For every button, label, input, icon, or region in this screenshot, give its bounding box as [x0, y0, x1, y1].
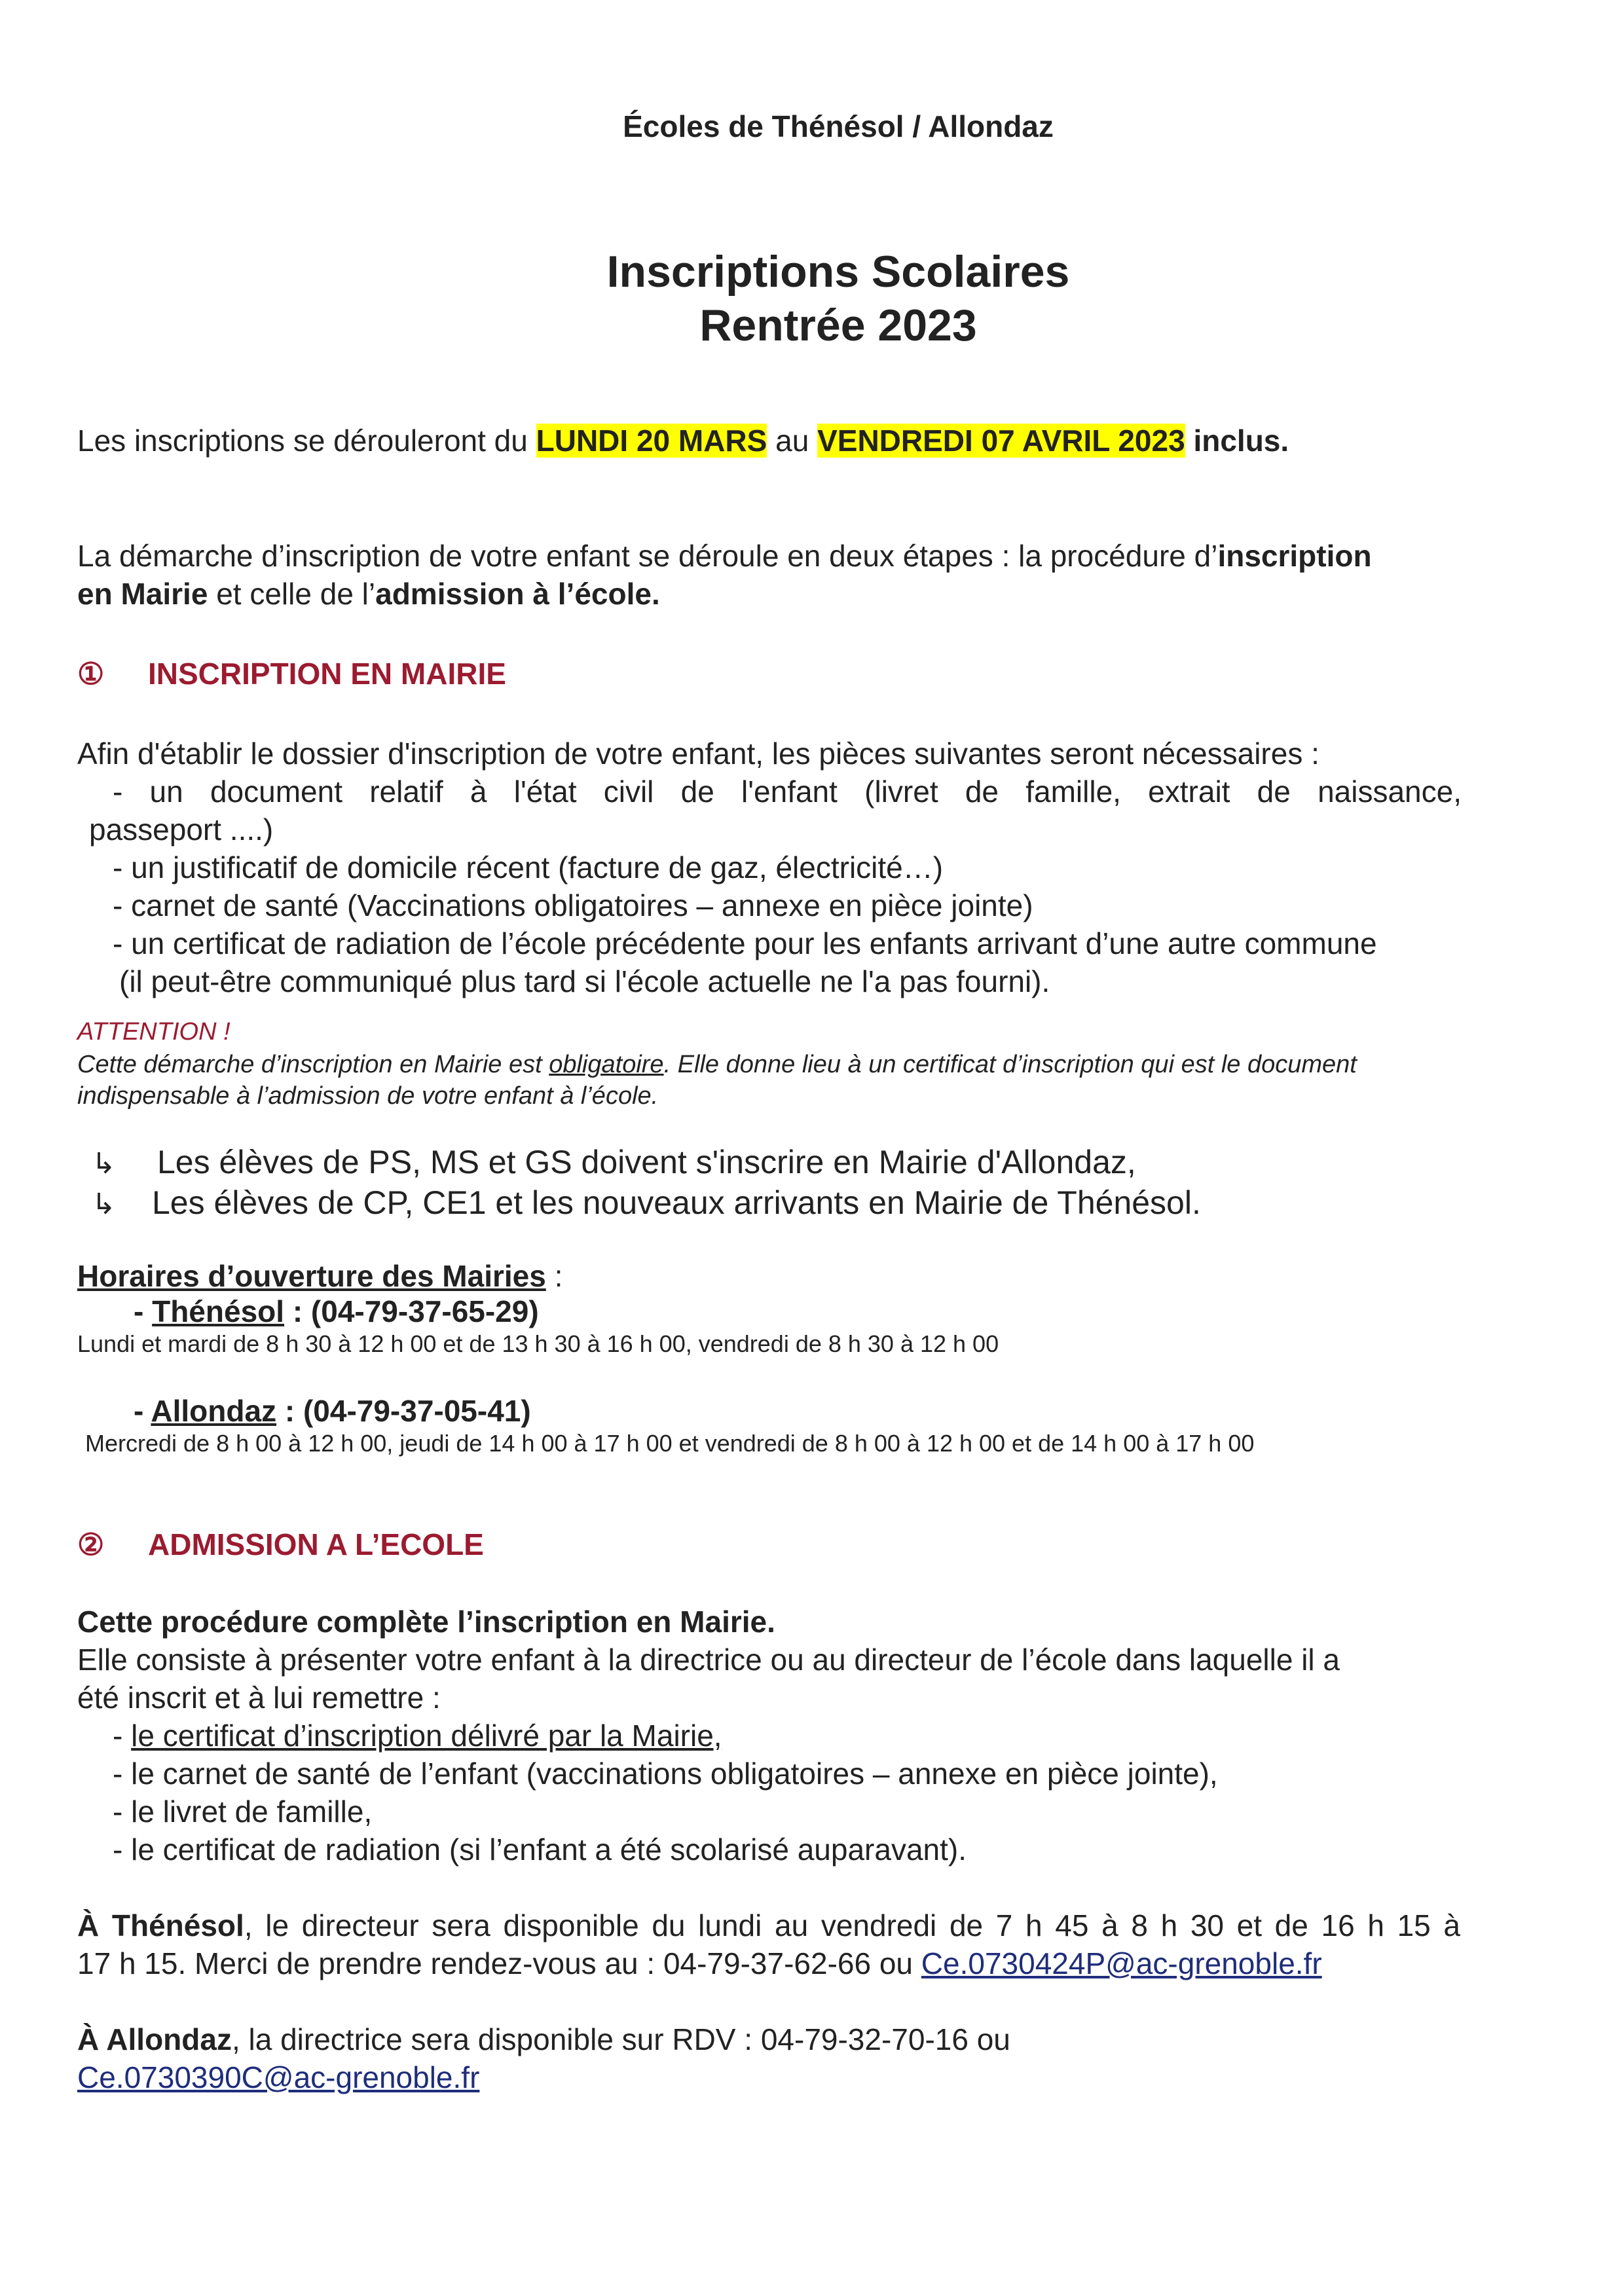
bullet-allondaz: [92, 1143, 1136, 1183]
allondaz-director-cont: [77, 2058, 479, 2096]
section-1-lead: Afin d'établir le dossier d'inscription de votre enfant, les pièces suivantes seront nécessaires :: [77, 737, 1320, 771]
thenesol-email-link[interactable]: Ce.0730424P@ac-grenoble.fr: [921, 1946, 1322, 1980]
intro-bold-mairie: en Mairie: [77, 577, 208, 611]
list-item: - le carnet de santé de l’enfant (vaccinations obligatoires – annexe en pièce jointe),: [113, 1757, 1218, 1791]
section-2-title: ADMISSION A L’ECOLE: [148, 1527, 484, 1561]
allondaz-name: Allondaz: [151, 1394, 277, 1428]
hours-title-text: Horaires d’ouverture des Mairies: [77, 1259, 546, 1293]
section-1-number: ①: [77, 657, 105, 691]
section-2-heading: [77, 1525, 484, 1563]
bullet-text: Les élèves de CP, CE1 et les nouveaux arrivants en Mairie de Thénésol.: [152, 1184, 1201, 1221]
thenesol-phone: : (04-79-37-65-29): [284, 1294, 539, 1328]
attention-note-2: indispensable à l’admission de votre enfant à l’école.: [77, 1082, 659, 1110]
list-item-cont: (il peut-être communiqué plus tard si l'école actuelle ne l'a pas fourni).: [119, 964, 1050, 998]
attention-label: ATTENTION !: [77, 1018, 231, 1046]
dates-middle: au: [775, 424, 809, 458]
thenesol-text: , le directeur sera disponible du lundi au vendredi de 7 h 45 à 8 h 30 et de 16 h 15 à: [244, 1908, 1460, 1942]
list-item: - un document relatif à l'état civil de l'enfant (livret de famille, extrait de naissance,: [113, 774, 1462, 809]
note-text: Cette démarche d’inscription en Mairie est: [77, 1051, 549, 1078]
certificat-item: le certificat d’inscription délivré par la Mairie,: [131, 1719, 722, 1753]
dates-suffix: inclus.: [1193, 424, 1289, 458]
attention-note-1: [77, 1049, 1357, 1080]
intro-text: La démarche d’inscription de votre enfant se déroule en deux étapes : la procédure d’: [77, 539, 1218, 573]
allondaz-hours: Mercredi de 8 h 00 à 12 h 00, jeudi de 14 h 00 à 17 h 00 et vendredi de 8 h 00 à 12 h 00 et de 14 h 00 à 17 h 00: [85, 1430, 1255, 1457]
allondaz-phone: : (04-79-37-05-41): [276, 1394, 531, 1428]
end-date: VENDREDI 07 AVRIL 2023: [817, 424, 1185, 458]
intro-bold-admission: admission à l’école: [375, 577, 652, 611]
section-1-title: INSCRIPTION EN MAIRIE: [148, 657, 506, 691]
arrow-icon: ↳: [92, 1188, 116, 1220]
thenesol-text-2: 17 h 15. Merci de prendre rendez-vous au : 04-79-37-62-66 ou: [77, 1946, 921, 1980]
list-item: - carnet de santé (Vaccinations obligatoires – annexe en pièce jointe): [113, 888, 1033, 922]
allondaz-text: , la directrice sera disponible sur RDV : 04-79-32-70-16 ou: [231, 2022, 1010, 2056]
allondaz-email-link[interactable]: Ce.0730390C@ac-grenoble.fr: [77, 2060, 480, 2094]
thenesol-name: Thénésol: [152, 1294, 285, 1328]
allondaz-label: À Allondaz: [77, 2022, 232, 2056]
school-name: Écoles de Thénésol / Allondaz: [623, 109, 1054, 143]
hours-colon: :: [545, 1259, 563, 1293]
thenesol-director: [77, 1906, 1460, 1944]
intro-line-2: [77, 575, 660, 613]
section-2-lead: Cette procédure complète l’inscription en Mairie.: [77, 1605, 775, 1639]
list-item: - le certificat de radiation (si l’enfant a été scolarisé auparavant).: [113, 1832, 967, 1867]
start-date: LUNDI 20 MARS: [536, 424, 767, 458]
bullet-thenesol: [92, 1184, 1201, 1224]
section-2-paragraph: Elle consiste à présenter votre enfant à la directrice ou au directeur de l’école dans laquelle il a: [77, 1643, 1340, 1677]
list-item: [113, 1717, 722, 1755]
dates-prefix: Les inscriptions se dérouleront du: [77, 424, 528, 458]
list-item: - un justificatif de domicile récent (facture de gaz, électricité…): [113, 850, 944, 884]
intro-line-1: [77, 537, 1372, 575]
dash: -: [134, 1394, 151, 1428]
dash: -: [113, 1719, 132, 1753]
section-2-number: ②: [77, 1527, 105, 1561]
list-item-cont: passeport ....): [89, 812, 274, 847]
page-title: Inscriptions Scolaires: [606, 247, 1070, 297]
hours-title: [77, 1257, 563, 1295]
page-subtitle: Rentrée 2023: [699, 301, 977, 350]
thenesol-contact: [134, 1292, 539, 1330]
section-1-heading: [77, 655, 506, 693]
note-text-2: . Elle donne lieu à un certificat d’inscription qui est le document: [663, 1051, 1357, 1078]
list-item: - un certificat de radiation de l’école précédente pour les enfants arrivant d’une autre commune: [113, 926, 1377, 960]
arrow-icon: ↳: [92, 1148, 116, 1180]
note-obligatoire: obligatoire: [549, 1051, 664, 1078]
bullet-text: Les élèves de PS, MS et GS doivent s'inscrire en Mairie d'Allondaz,: [157, 1144, 1136, 1180]
allondaz-contact: [134, 1392, 531, 1430]
allondaz-director: [77, 2020, 1010, 2058]
list-item: - le livret de famille,: [113, 1795, 373, 1829]
section-2-paragraph-cont: été inscrit et à lui remettre :: [77, 1681, 441, 1715]
intro-text-2: et celle de l’: [208, 577, 376, 611]
intro-bold-inscription: inscription: [1217, 539, 1372, 573]
thenesol-director-cont: [77, 1944, 1322, 1982]
thenesol-label: À Thénésol: [77, 1908, 244, 1942]
thenesol-hours: Lundi et mardi de 8 h 30 à 12 h 00 et de 13 h 30 à 16 h 00, vendredi de 8 h 30 à 12 h 00: [77, 1330, 999, 1357]
registration-dates: [77, 422, 1289, 460]
dash: -: [134, 1294, 153, 1328]
intro-period: .: [651, 577, 660, 611]
